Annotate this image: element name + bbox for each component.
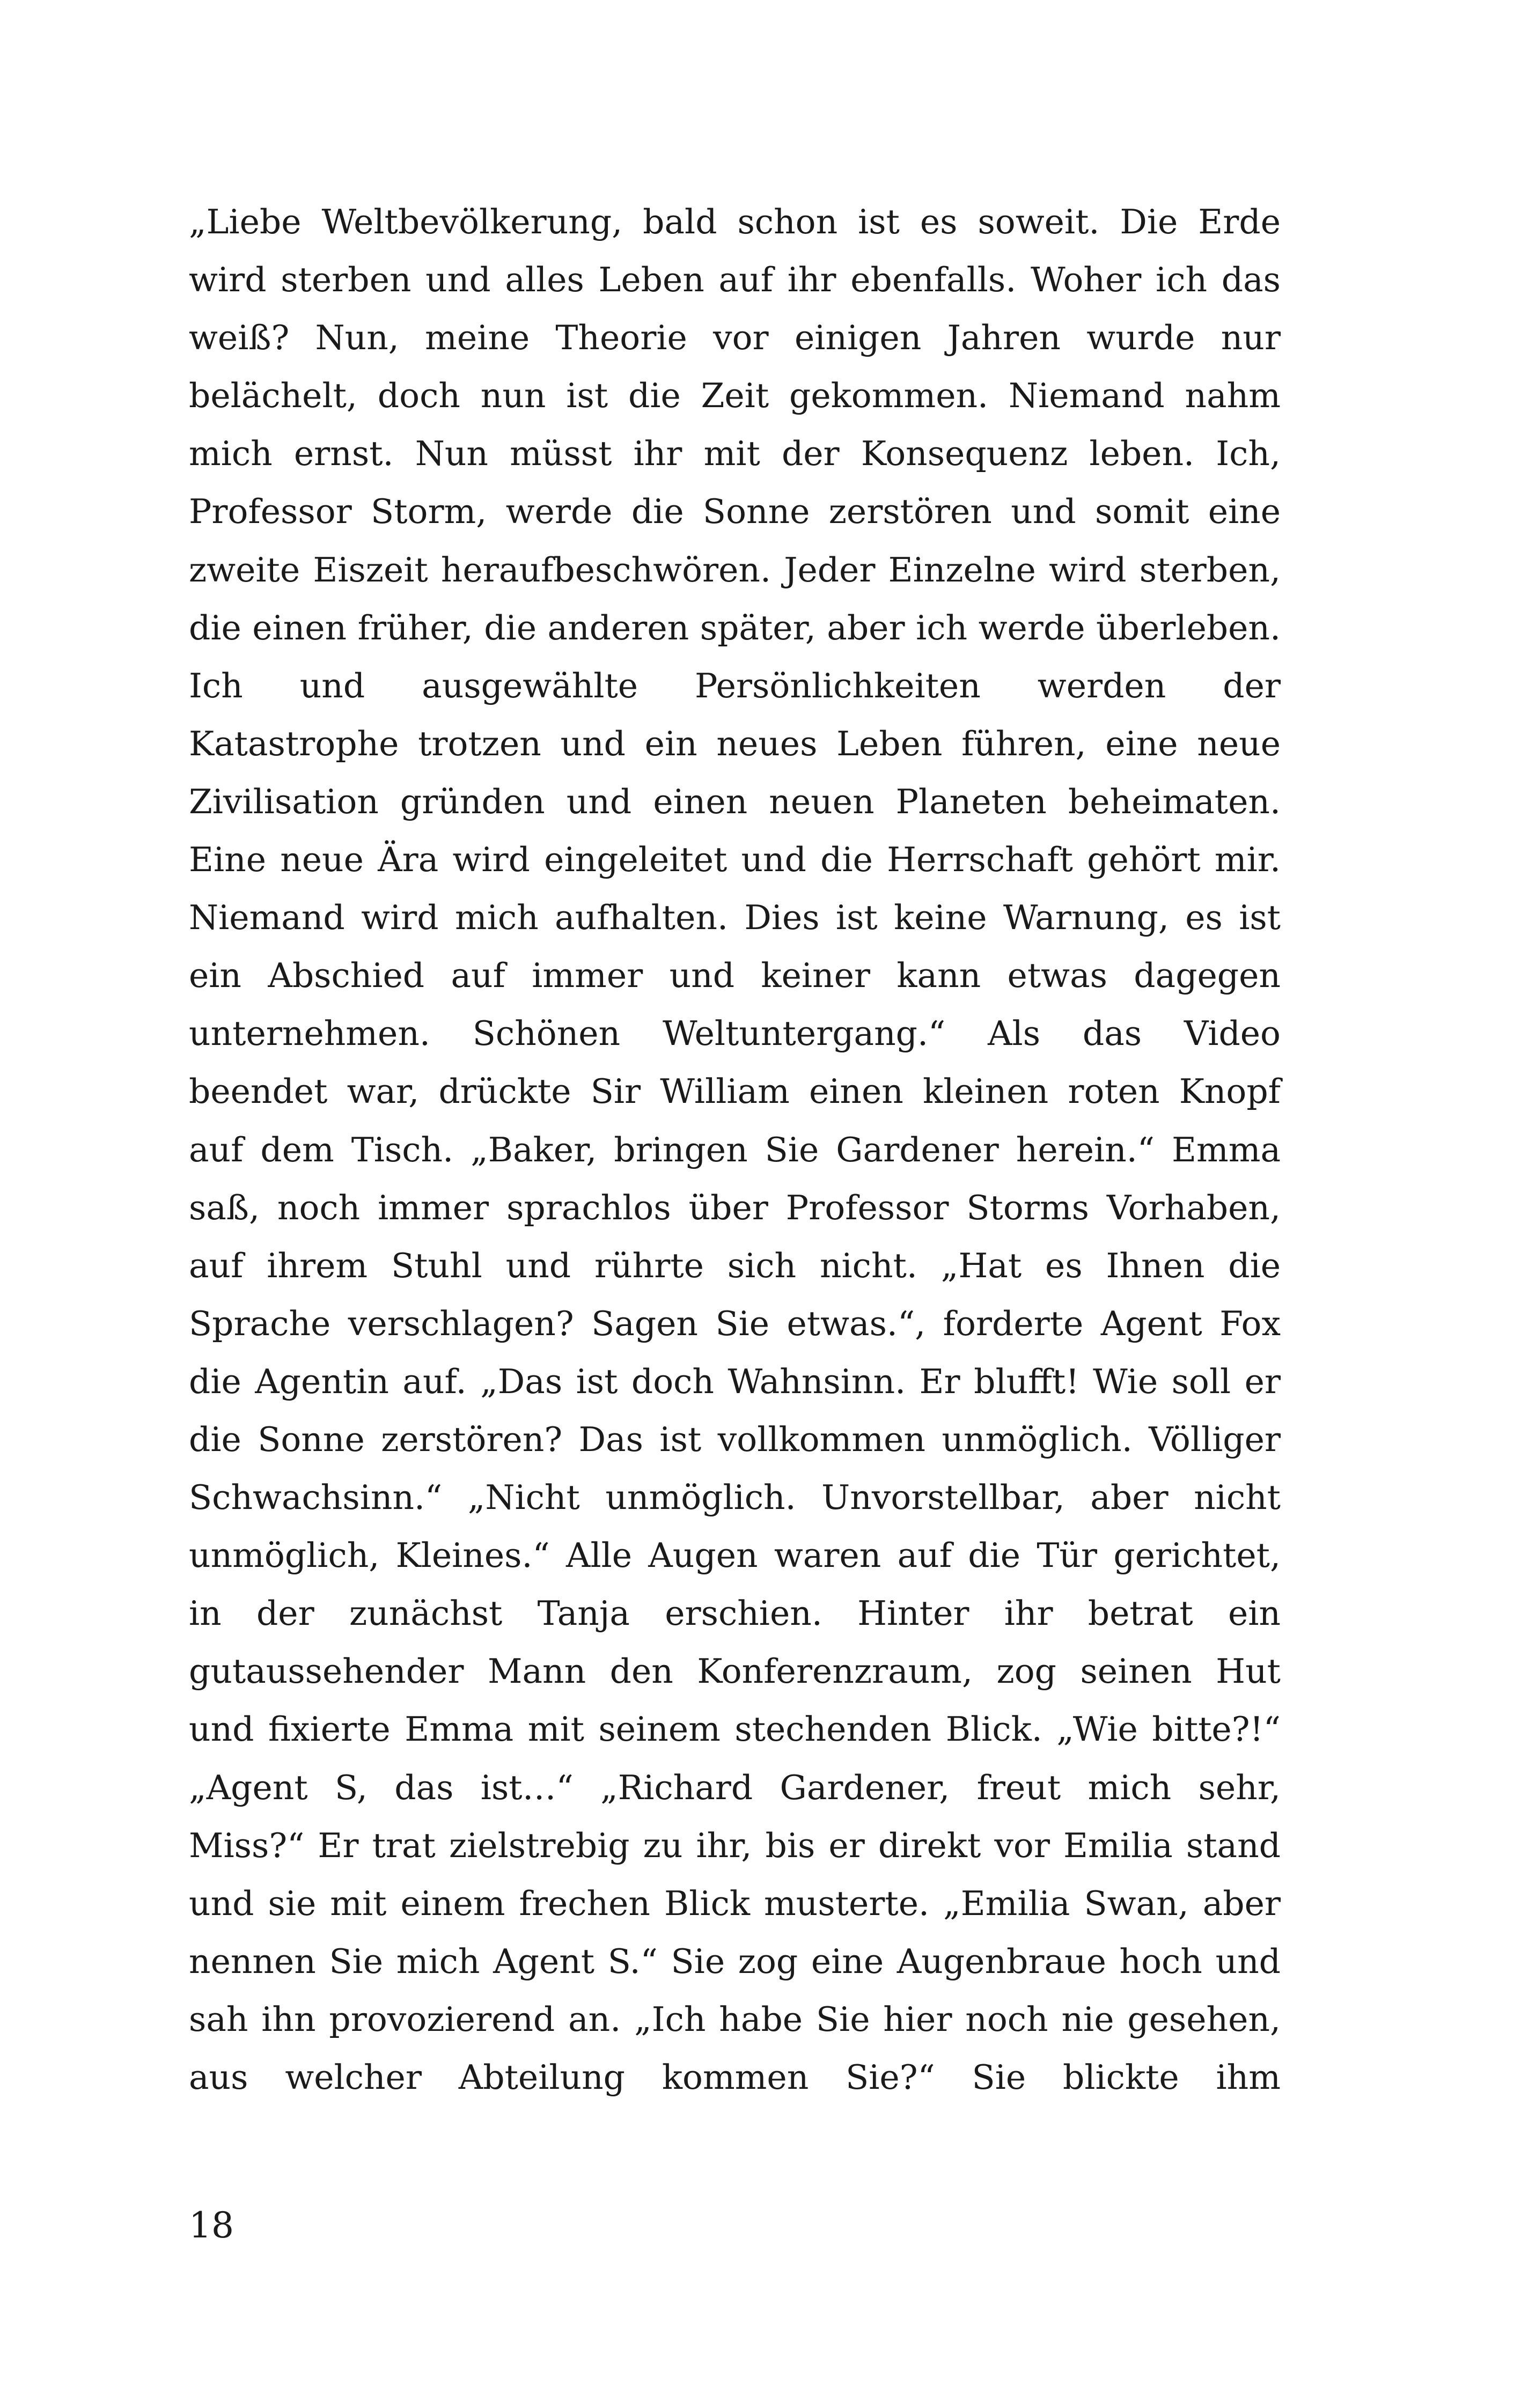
text-line: beendet war, drückte Sir William einen kleinen roten Knopf — [189, 1072, 1281, 1111]
text-line: unmöglich, Kleines.“ Alle Augen waren auf die Tür gerichtet, — [189, 1536, 1281, 1575]
text-line: auf ihrem Stuhl und rührte sich nicht. „Hat es Ihnen die — [189, 1246, 1281, 1285]
text-line: unternehmen. Schönen Weltuntergang.“ Als das Video — [189, 1014, 1281, 1054]
text-line: saß, noch immer sprachlos über Professor Storms Vorhaben, — [189, 1188, 1281, 1227]
text-line: Niemand wird mich aufhalten. Dies ist keine Warnung, es ist — [189, 898, 1281, 938]
page-number: 18 — [189, 2205, 234, 2246]
text-line: „Agent S, das ist…“ „Richard Gardener, freut mich sehr, — [189, 1768, 1281, 1807]
text-line: die einen früher, die anderen später, aber ich werde überleben. — [189, 608, 1281, 647]
text-line: mich ernst. Nun müsst ihr mit der Konsequenz leben. Ich, — [189, 434, 1281, 474]
text-line: und sie mit einem frechen Blick musterte. „Emilia Swan, aber — [189, 1883, 1281, 1923]
text-line: Professor Storm, werde die Sonne zerstören und somit eine — [189, 492, 1281, 532]
text-line: Schwachsinn.“ „Nicht unmöglich. Unvorstellbar, aber nicht — [189, 1478, 1281, 1518]
text-line: Katastrophe trotzen und ein neues Leben führen, eine neue — [189, 724, 1281, 763]
text-line: Zivilisation gründen und einen neuen Planeten beheimaten. — [189, 782, 1281, 821]
text-line: Ich und ausgewählte Persönlichkeiten werden der — [189, 666, 1281, 705]
text-line: Miss?“ Er trat zielstrebig zu ihr, bis er direkt vor Emilia stand — [189, 1825, 1281, 1865]
text-line: Eine neue Ära wird eingeleitet und die Herrschaft gehört mir. — [189, 840, 1281, 880]
text-line: weiß? Nun, meine Theorie vor einigen Jahren wurde nur — [189, 318, 1281, 358]
text-line: sah ihn provozierend an. „Ich habe Sie hier noch nie gesehen, — [189, 1999, 1281, 2039]
text-line: in der zunächst Tanja erschien. Hinter ihr betrat ein — [189, 1594, 1281, 1633]
text-line: die Agentin auf. „Das ist doch Wahnsinn. Er blufft! Wie soll er — [189, 1361, 1281, 1401]
text-line: belächelt, doch nun ist die Zeit gekommen. Niemand nahm — [189, 376, 1281, 416]
text-line: auf dem Tisch. „Baker, bringen Sie Gardener herein.“ Emma — [189, 1130, 1281, 1169]
text-line: Sprache verschlagen? Sagen Sie etwas.“, forderte Agent Fox — [189, 1304, 1281, 1343]
text-line: aus welcher Abteilung kommen Sie?“ Sie blickte ihm — [189, 2058, 1281, 2097]
text-line: wird sterben und alles Leben auf ihr ebenfalls. Woher ich das — [189, 260, 1281, 300]
text-line: zweite Eiszeit heraufbeschwören. Jeder Einzelne wird sterben, — [189, 550, 1281, 590]
text-line: gutaussehender Mann den Konferenzraum, zog seinen Hut — [189, 1652, 1281, 1691]
body-text — [189, 193, 1281, 2107]
text-line: die Sonne zerstören? Das ist vollkommen unmöglich. Völliger — [189, 1419, 1281, 1459]
text-line: ein Abschied auf immer und keiner kann etwas dagegen — [189, 956, 1281, 996]
text-line: nennen Sie mich Agent S.“ Sie zog eine Augenbraue hoch und — [189, 1941, 1281, 1981]
text-line: „Liebe Weltbevölkerung, bald schon ist es soweit. Die Erde — [189, 202, 1281, 241]
text-line: und fixierte Emma mit seinem stechenden Blick. „Wie bitte?!“ — [189, 1710, 1281, 1749]
